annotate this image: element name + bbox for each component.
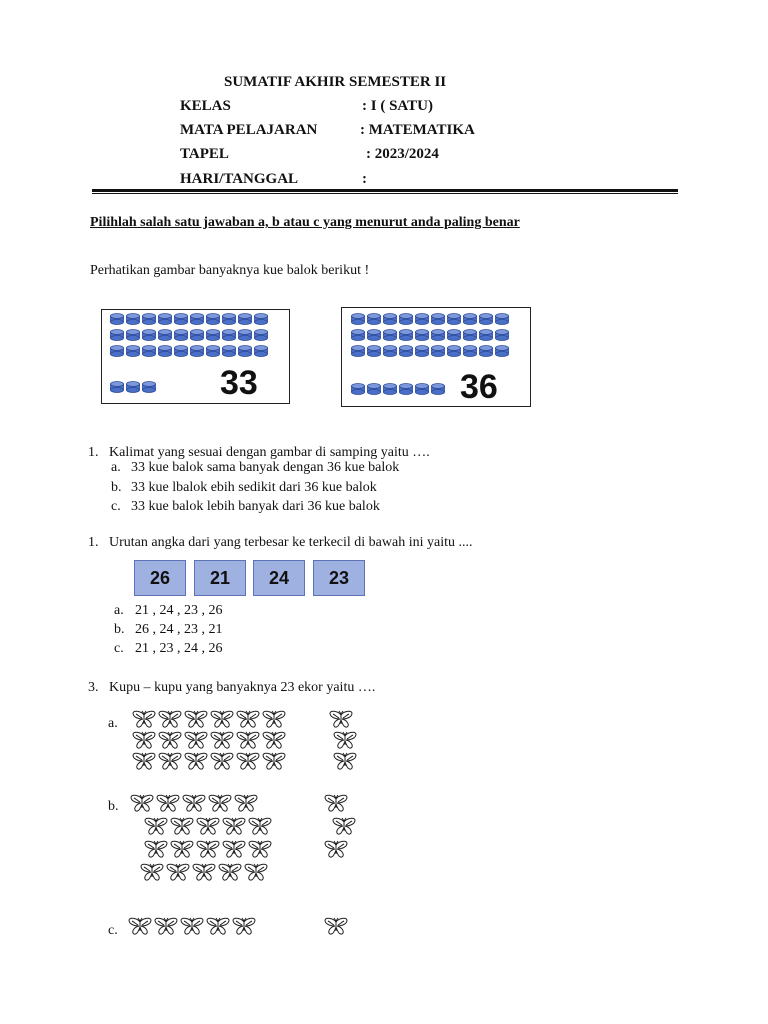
cake-icon xyxy=(447,313,461,325)
butterfly-icon xyxy=(158,731,182,749)
butterfly-icon xyxy=(182,794,206,812)
butterfly-row xyxy=(324,917,348,935)
q3-number: 3. xyxy=(88,680,99,695)
butterfly-icon xyxy=(324,840,348,858)
cake-icon xyxy=(158,313,172,325)
cake-row xyxy=(351,313,509,325)
q1-option-b[interactable]: 33 kue lbalok ebih sedikit dari 36 kue balok xyxy=(131,480,377,495)
butterfly-icon xyxy=(329,710,353,728)
q1-option-c-letter: c. xyxy=(111,499,121,514)
q2-option-b-letter: b. xyxy=(114,622,125,637)
butterfly-icon xyxy=(140,863,164,881)
butterfly-icon xyxy=(196,840,220,858)
value-hari-tanggal: : xyxy=(362,171,367,187)
label-kelas: KELAS xyxy=(180,98,231,114)
butterfly-icon xyxy=(154,917,178,935)
cake-icon xyxy=(110,345,124,357)
butterfly-row xyxy=(128,917,256,935)
cake-icon xyxy=(238,329,252,341)
butterfly-icon xyxy=(236,731,260,749)
butterfly-icon xyxy=(232,917,256,935)
intro-text: Perhatikan gambar banyaknya kue balok berikut ! xyxy=(90,263,370,278)
number-box-1: 26 xyxy=(134,560,186,596)
butterfly-icon xyxy=(262,731,286,749)
cake-icon xyxy=(351,313,365,325)
q1-number: 1. xyxy=(88,445,99,460)
cake-icon xyxy=(399,329,413,341)
cake-count-left: 33 xyxy=(220,364,258,402)
q2-text: Urutan angka dari yang terbesar ke terkecil di bawah ini yaitu .... xyxy=(109,535,473,550)
q3-option-a-butterflies-ones xyxy=(329,710,357,773)
butterfly-icon xyxy=(218,863,242,881)
cake-icon xyxy=(222,345,236,357)
cake-icon xyxy=(463,313,477,325)
q2-option-b[interactable]: 26 , 24 , 23 , 21 xyxy=(135,622,223,637)
butterfly-row xyxy=(144,817,272,835)
label-tapel: TAPEL xyxy=(180,146,229,162)
cake-icon xyxy=(367,345,381,357)
butterfly-icon xyxy=(184,752,208,770)
q3-option-b-letter[interactable]: b. xyxy=(108,799,119,814)
cake-icon xyxy=(415,383,429,395)
value-kelas: : I ( SATU) xyxy=(362,98,433,114)
butterfly-icon xyxy=(132,710,156,728)
butterfly-icon xyxy=(262,752,286,770)
q1-option-a-letter: a. xyxy=(111,460,121,475)
butterfly-icon xyxy=(324,917,348,935)
butterfly-icon xyxy=(248,817,272,835)
q1-option-a[interactable]: 33 kue balok sama banyak dengan 36 kue balok xyxy=(131,460,400,475)
q3-option-c-butterflies-ones xyxy=(324,917,348,935)
q3-option-c-letter[interactable]: c. xyxy=(108,923,118,938)
q1-text: Kalimat yang sesuai dengan gambar di samping yaitu …. xyxy=(109,445,430,460)
cake-icon xyxy=(254,345,268,357)
cake-icon xyxy=(479,345,493,357)
cake-icon xyxy=(126,381,140,393)
cake-icon xyxy=(479,313,493,325)
q3-option-a-letter[interactable]: a. xyxy=(108,716,118,731)
cake-icon xyxy=(367,329,381,341)
butterfly-row xyxy=(132,752,286,770)
cake-icon xyxy=(479,329,493,341)
number-box-4: 23 xyxy=(313,560,365,596)
cake-icon xyxy=(495,329,509,341)
q2-option-a-letter: a. xyxy=(114,603,124,618)
instruction: Pilihlah salah satu jawaban a, b atau c yang menurut anda paling benar xyxy=(90,215,520,230)
butterfly-icon xyxy=(130,794,154,812)
cake-icon xyxy=(415,345,429,357)
cake-icon xyxy=(399,313,413,325)
cake-box-right xyxy=(341,307,531,407)
cake-icon xyxy=(174,345,188,357)
cake-icon xyxy=(447,345,461,357)
cake-icon xyxy=(447,329,461,341)
header-divider-thick xyxy=(92,189,678,192)
butterfly-icon xyxy=(158,710,182,728)
cake-icon xyxy=(431,329,445,341)
label-mapel: MATA PELAJARAN xyxy=(180,122,318,138)
cake-icon xyxy=(126,329,140,341)
butterfly-icon xyxy=(236,710,260,728)
q2-option-a[interactable]: 21 , 24 , 23 , 26 xyxy=(135,603,223,618)
cake-row xyxy=(110,329,268,341)
butterfly-row xyxy=(324,840,356,858)
q2-number: 1. xyxy=(88,535,99,550)
butterfly-icon xyxy=(144,840,168,858)
butterfly-row xyxy=(333,752,357,770)
cake-icon xyxy=(463,329,477,341)
cake-box-left xyxy=(101,309,290,404)
q2-option-c[interactable]: 21 , 23 , 24 , 26 xyxy=(135,641,223,656)
cake-icon xyxy=(238,345,252,357)
butterfly-icon xyxy=(132,731,156,749)
q2-option-c-letter: c. xyxy=(114,641,124,656)
butterfly-icon xyxy=(236,752,260,770)
cake-icon xyxy=(399,383,413,395)
butterfly-icon xyxy=(180,917,204,935)
butterfly-icon xyxy=(333,731,357,749)
butterfly-row xyxy=(140,863,272,881)
cake-row xyxy=(110,313,268,325)
q3-option-c-butterflies-tens xyxy=(128,917,256,935)
butterfly-icon xyxy=(170,840,194,858)
butterfly-row xyxy=(333,731,357,749)
cake-icon xyxy=(495,313,509,325)
value-mapel: : MATEMATIKA xyxy=(360,122,475,138)
cake-icon xyxy=(142,313,156,325)
header-divider-thin xyxy=(92,193,678,194)
butterfly-icon xyxy=(332,817,356,835)
cake-icon xyxy=(415,329,429,341)
cake-icon xyxy=(254,313,268,325)
cake-icon xyxy=(367,383,381,395)
cake-icon xyxy=(351,345,365,357)
butterfly-icon xyxy=(210,710,234,728)
butterfly-icon xyxy=(170,817,194,835)
number-box-2: 21 xyxy=(194,560,246,596)
cake-icon xyxy=(415,313,429,325)
butterfly-row xyxy=(329,710,357,728)
cake-icon xyxy=(254,329,268,341)
cake-icon xyxy=(495,345,509,357)
cake-icon xyxy=(190,329,204,341)
butterfly-icon xyxy=(158,752,182,770)
value-tapel: : 2023/2024 xyxy=(366,146,439,162)
cake-icon xyxy=(206,313,220,325)
cake-icon xyxy=(367,313,381,325)
butterfly-icon xyxy=(192,863,216,881)
cake-icon xyxy=(431,345,445,357)
cake-icon xyxy=(463,345,477,357)
butterfly-icon xyxy=(210,731,234,749)
butterfly-icon xyxy=(234,794,258,812)
label-hari-tanggal: HARI/TANGGAL xyxy=(180,171,299,187)
q3-option-b-butterflies-ones xyxy=(324,794,356,863)
cake-icon xyxy=(110,313,124,325)
butterfly-row xyxy=(332,817,356,835)
butterfly-icon xyxy=(210,752,234,770)
cake-icon xyxy=(383,345,397,357)
butterfly-icon xyxy=(128,917,152,935)
q1-option-b-letter: b. xyxy=(111,480,122,495)
cake-icon xyxy=(383,329,397,341)
cake-icon xyxy=(206,345,220,357)
q3-option-a-butterflies-tens xyxy=(132,710,286,773)
document-title: SUMATIF AKHIR SEMESTER II xyxy=(224,74,447,90)
cake-icon xyxy=(110,381,124,393)
butterfly-icon xyxy=(196,817,220,835)
cake-icon xyxy=(158,329,172,341)
cake-icon xyxy=(351,329,365,341)
cake-icon xyxy=(174,313,188,325)
butterfly-row xyxy=(132,731,286,749)
q3-text: Kupu – kupu yang banyaknya 23 ekor yaitu …. xyxy=(109,680,376,695)
cake-icon xyxy=(174,329,188,341)
cake-icon xyxy=(431,383,445,395)
q3-option-b-butterflies-tens xyxy=(130,794,272,886)
butterfly-icon xyxy=(222,817,246,835)
butterfly-icon xyxy=(132,752,156,770)
cake-icon xyxy=(222,329,236,341)
butterfly-icon xyxy=(244,863,268,881)
butterfly-icon xyxy=(156,794,180,812)
q1-option-c[interactable]: 33 kue balok lebih banyak dari 36 kue balok xyxy=(131,499,380,514)
butterfly-icon xyxy=(222,840,246,858)
cake-icon xyxy=(190,313,204,325)
butterfly-icon xyxy=(324,794,348,812)
cake-icon xyxy=(142,329,156,341)
butterfly-icon xyxy=(144,817,168,835)
cake-icon xyxy=(126,313,140,325)
butterfly-icon xyxy=(208,794,232,812)
butterfly-icon xyxy=(184,710,208,728)
cake-row xyxy=(110,345,268,357)
cake-count-right: 36 xyxy=(460,368,498,406)
cake-icon xyxy=(383,383,397,395)
butterfly-row xyxy=(130,794,272,812)
cake-icon xyxy=(126,345,140,357)
butterfly-row xyxy=(324,794,356,812)
butterfly-icon xyxy=(262,710,286,728)
cake-icon xyxy=(158,345,172,357)
cake-icon xyxy=(142,345,156,357)
cake-icon xyxy=(351,383,365,395)
butterfly-icon xyxy=(333,752,357,770)
number-box-3: 24 xyxy=(253,560,305,596)
butterfly-row xyxy=(144,840,272,858)
cake-icon xyxy=(206,329,220,341)
cake-row xyxy=(351,329,509,341)
cake-icon xyxy=(190,345,204,357)
butterfly-row xyxy=(132,710,286,728)
cake-icon xyxy=(222,313,236,325)
butterfly-icon xyxy=(206,917,230,935)
cake-row xyxy=(351,345,509,357)
butterfly-icon xyxy=(166,863,190,881)
cake-icon xyxy=(238,313,252,325)
cake-icon xyxy=(142,381,156,393)
cake-icon xyxy=(399,345,413,357)
cake-icon xyxy=(383,313,397,325)
butterfly-icon xyxy=(248,840,272,858)
cake-icon xyxy=(431,313,445,325)
butterfly-icon xyxy=(184,731,208,749)
cake-icon xyxy=(110,329,124,341)
